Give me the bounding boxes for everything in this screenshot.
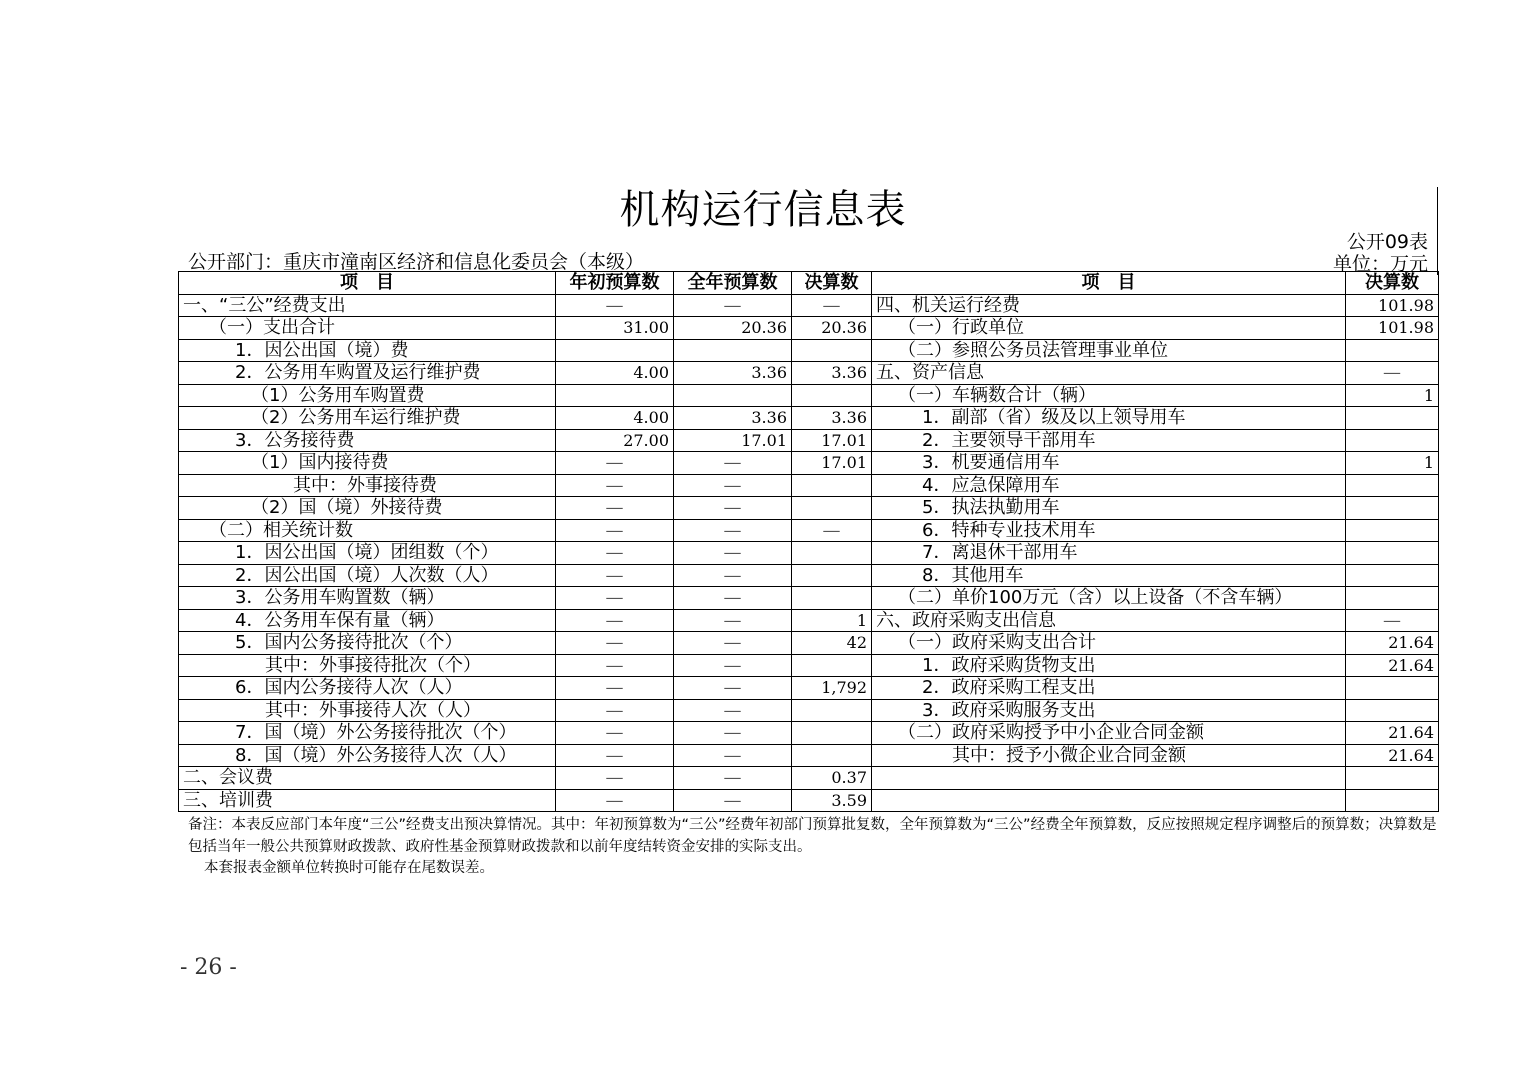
cell-full-budget	[674, 384, 792, 407]
row-item-label-right	[872, 789, 1346, 812]
table-row	[179, 294, 1439, 317]
table-row	[179, 744, 1439, 767]
cell-final-right	[1346, 564, 1439, 587]
table-row	[179, 654, 1439, 677]
cell-final-right	[1346, 587, 1439, 610]
cell-final-right: —	[1346, 609, 1439, 632]
cell-initial-budget: —	[556, 564, 674, 587]
cell-final	[792, 722, 872, 745]
cell-full-budget: —	[674, 767, 792, 790]
cell-final	[792, 542, 872, 565]
cell-full-budget: —	[674, 632, 792, 655]
table-row	[179, 767, 1439, 790]
row-item-label: 1．因公出国（境）费	[179, 339, 556, 362]
table-row	[179, 699, 1439, 722]
row-item-label-right: 1．政府采购货物支出	[872, 654, 1346, 677]
cell-final-right	[1346, 407, 1439, 430]
cell-final	[792, 564, 872, 587]
row-item-label-right: 2．政府采购工程支出	[872, 677, 1346, 700]
cell-initial-budget: 4.00	[556, 362, 674, 385]
row-item-label: （2）公务用车运行维护费	[179, 407, 556, 430]
row-item-label: 5．国内公务接待批次（个）	[179, 632, 556, 655]
header-item-left: 项 目	[179, 272, 556, 295]
cell-full-budget: —	[674, 542, 792, 565]
row-item-label-right: （一）车辆数合计（辆）	[872, 384, 1346, 407]
cell-initial-budget: —	[556, 542, 674, 565]
cell-full-budget: —	[674, 744, 792, 767]
cell-full-budget: —	[674, 609, 792, 632]
table-row	[179, 317, 1439, 340]
cell-full-budget: 3.36	[674, 362, 792, 385]
cell-initial-budget: 4.00	[556, 407, 674, 430]
cell-full-budget: —	[674, 722, 792, 745]
cell-full-budget: —	[674, 474, 792, 497]
cell-initial-budget: —	[556, 677, 674, 700]
row-item-label-right: 五、资产信息	[872, 362, 1346, 385]
row-item-label-right	[872, 767, 1346, 790]
row-item-label-right: 5．执法执勤用车	[872, 497, 1346, 520]
row-item-label: 一、“三公”经费支出	[179, 294, 556, 317]
cell-full-budget	[674, 339, 792, 362]
row-item-label: 3．公务接待费	[179, 429, 556, 452]
row-item-label-right: 其中：授予小微企业合同金额	[872, 744, 1346, 767]
cell-final	[792, 744, 872, 767]
cell-initial-budget: —	[556, 452, 674, 475]
row-item-label: 6．国内公务接待人次（人）	[179, 677, 556, 700]
cell-final: 3.59	[792, 789, 872, 812]
cell-initial-budget: —	[556, 767, 674, 790]
row-item-label: 三、培训费	[179, 789, 556, 812]
cell-final-right: 21.64	[1346, 744, 1439, 767]
cell-initial-budget: 27.00	[556, 429, 674, 452]
row-item-label: 1．因公出国（境）团组数（个）	[179, 542, 556, 565]
row-item-label: （二）相关统计数	[179, 519, 556, 542]
footnote: 备注：本表反应部门本年度“三公”经费支出预决算情况。其中：年初预算数为“三公”经费年初部门预算批复数，全年预算数为“三公”经费全年预算数，反应按照规定程序调整后的预算数；决算数是包括当年一般公共预算财政拨款、政府性基金预算财政拨款和以前年度结转资金安排的实际支出。	[188, 817, 1437, 855]
cell-final-right: 21.64	[1346, 632, 1439, 655]
cell-full-budget: —	[674, 519, 792, 542]
cell-final-right	[1346, 497, 1439, 520]
cell-final	[792, 654, 872, 677]
table-row	[179, 564, 1439, 587]
cell-full-budget: —	[674, 564, 792, 587]
cell-final: —	[792, 294, 872, 317]
cell-final: 20.36	[792, 317, 872, 340]
table-row	[179, 429, 1439, 452]
cell-initial-budget: —	[556, 744, 674, 767]
cell-initial-budget: —	[556, 294, 674, 317]
table-row	[179, 722, 1439, 745]
table-row	[179, 632, 1439, 655]
cell-initial-budget: —	[556, 587, 674, 610]
table-row	[179, 339, 1439, 362]
cell-initial-budget: —	[556, 654, 674, 677]
row-item-label-right: （一）行政单位	[872, 317, 1346, 340]
table-row	[179, 789, 1439, 812]
row-item-label: 4．公务用车保有量（辆）	[179, 609, 556, 632]
cell-initial-budget	[556, 384, 674, 407]
cell-final-right	[1346, 339, 1439, 362]
cell-final-right: 1	[1346, 384, 1439, 407]
cell-final: 0.37	[792, 767, 872, 790]
margin-line	[1437, 187, 1438, 275]
cell-final-right: —	[1346, 362, 1439, 385]
cell-full-budget: —	[674, 677, 792, 700]
header-final-right: 决算数	[1346, 272, 1439, 295]
table-row	[179, 407, 1439, 430]
cell-full-budget: 17.01	[674, 429, 792, 452]
cell-final	[792, 339, 872, 362]
cell-full-budget: 3.36	[674, 407, 792, 430]
cell-final-right	[1346, 542, 1439, 565]
cell-initial-budget: —	[556, 632, 674, 655]
row-item-label: 其中：外事接待费	[179, 474, 556, 497]
cell-final-right: 1	[1346, 452, 1439, 475]
table-row	[179, 587, 1439, 610]
cell-full-budget: —	[674, 699, 792, 722]
row-item-label-right: 四、机关运行经费	[872, 294, 1346, 317]
cell-final: 3.36	[792, 407, 872, 430]
department-label: 公开部门：重庆市潼南区经济和信息化委员会（本级）	[188, 251, 645, 273]
cell-initial-budget: 31.00	[556, 317, 674, 340]
header-final: 决算数	[792, 272, 872, 295]
row-item-label: （1）公务用车购置费	[179, 384, 556, 407]
row-item-label-right: （一）政府采购支出合计	[872, 632, 1346, 655]
cell-initial-budget: —	[556, 609, 674, 632]
info-table	[178, 271, 1439, 812]
cell-final	[792, 587, 872, 610]
table-row	[179, 497, 1439, 520]
row-item-label-right: 4．应急保障用车	[872, 474, 1346, 497]
cell-final: 1,792	[792, 677, 872, 700]
cell-initial-budget: —	[556, 699, 674, 722]
header-item-right: 项 目	[872, 272, 1346, 295]
cell-final: 17.01	[792, 452, 872, 475]
cell-final: 17.01	[792, 429, 872, 452]
cell-final-right: 21.64	[1346, 654, 1439, 677]
row-item-label-right: 7．离退休干部用车	[872, 542, 1346, 565]
cell-final-right	[1346, 699, 1439, 722]
cell-full-budget: —	[674, 654, 792, 677]
table-row	[179, 362, 1439, 385]
table-row	[179, 542, 1439, 565]
table-row	[179, 609, 1439, 632]
row-item-label-right: （二）单价100万元（含）以上设备（不含车辆）	[872, 587, 1346, 610]
row-item-label: 其中：外事接待批次（个）	[179, 654, 556, 677]
cell-final: 1	[792, 609, 872, 632]
row-item-label: （2）国（境）外接待费	[179, 497, 556, 520]
cell-final-right	[1346, 789, 1439, 812]
cell-final-right	[1346, 474, 1439, 497]
row-item-label-right: 1．副部（省）级及以上领导用车	[872, 407, 1346, 430]
row-item-label-right: 3．机要通信用车	[872, 452, 1346, 475]
cell-final-right: 101.98	[1346, 294, 1439, 317]
table-row	[179, 384, 1439, 407]
row-item-label: 7．国（境）外公务接待批次（个）	[179, 722, 556, 745]
cell-initial-budget: —	[556, 519, 674, 542]
table-row	[179, 452, 1439, 475]
cell-initial-budget: —	[556, 722, 674, 745]
cell-final: 42	[792, 632, 872, 655]
cell-final-right	[1346, 677, 1439, 700]
cell-final-right	[1346, 519, 1439, 542]
cell-initial-budget: —	[556, 789, 674, 812]
cell-final	[792, 699, 872, 722]
cell-initial-budget: —	[556, 497, 674, 520]
row-item-label: 2．因公出国（境）人次数（人）	[179, 564, 556, 587]
table-row	[179, 519, 1439, 542]
cell-full-budget: —	[674, 497, 792, 520]
row-item-label-right: 六、政府采购支出信息	[872, 609, 1346, 632]
cell-final-right: 101.98	[1346, 317, 1439, 340]
cell-final-right	[1346, 767, 1439, 790]
header-full-budget: 全年预算数	[674, 272, 792, 295]
row-item-label: （一）支出合计	[179, 317, 556, 340]
row-item-label: 二、会议费	[179, 767, 556, 790]
cell-final-right	[1346, 429, 1439, 452]
cell-initial-budget: —	[556, 474, 674, 497]
row-item-label-right: 2．主要领导干部用车	[872, 429, 1346, 452]
page-title: 机构运行信息表	[619, 187, 907, 233]
cell-final: —	[792, 519, 872, 542]
row-item-label-right: 6．特种专业技术用车	[872, 519, 1346, 542]
unit-label: 单位：万元	[1332, 253, 1428, 275]
cell-final	[792, 474, 872, 497]
form-code: 公开09表	[1346, 231, 1428, 253]
cell-full-budget: —	[674, 294, 792, 317]
row-item-label: 2．公务用车购置及运行维护费	[179, 362, 556, 385]
cell-full-budget: —	[674, 789, 792, 812]
table-row	[179, 677, 1439, 700]
cell-full-budget: —	[674, 587, 792, 610]
cell-final	[792, 497, 872, 520]
cell-initial-budget	[556, 339, 674, 362]
row-item-label-right: （二）参照公务员法管理事业单位	[872, 339, 1346, 362]
page-number: - 26 -	[180, 955, 237, 980]
cell-final: 3.36	[792, 362, 872, 385]
footnote-rounding: 本套报表金额单位转换时可能存在尾数误差。	[204, 860, 494, 876]
cell-full-budget: —	[674, 452, 792, 475]
row-item-label-right: 8．其他用车	[872, 564, 1346, 587]
cell-final-right: 21.64	[1346, 722, 1439, 745]
header-initial-budget: 年初预算数	[556, 272, 674, 295]
row-item-label: 3．公务用车购置数（辆）	[179, 587, 556, 610]
row-item-label-right: （二）政府采购授予中小企业合同金额	[872, 722, 1346, 745]
cell-final	[792, 384, 872, 407]
cell-full-budget: 20.36	[674, 317, 792, 340]
table-header-row	[179, 272, 1439, 295]
row-item-label: （1）国内接待费	[179, 452, 556, 475]
row-item-label: 其中：外事接待人次（人）	[179, 699, 556, 722]
row-item-label-right: 3．政府采购服务支出	[872, 699, 1346, 722]
row-item-label: 8．国（境）外公务接待人次（人）	[179, 744, 556, 767]
table-row	[179, 474, 1439, 497]
